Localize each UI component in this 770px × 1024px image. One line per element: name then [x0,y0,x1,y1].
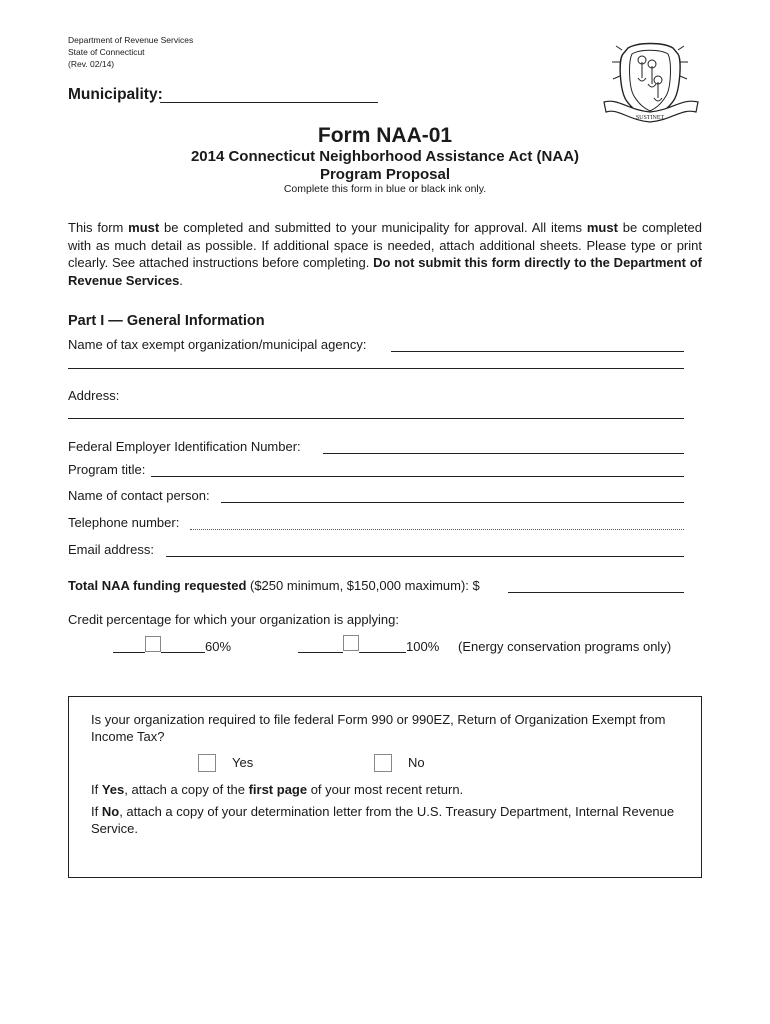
org-name-field-line2[interactable] [68,368,684,369]
credit-100-checkbox[interactable] [343,635,359,651]
no-checkbox[interactable] [374,754,392,772]
if-yes-instruction: If Yes, attach a copy of the first page of your most recent return. [91,782,464,797]
funding-amount-field[interactable] [508,592,684,593]
credit-60-checkbox[interactable] [145,636,161,652]
fein-label: Federal Employer Identification Number: [68,439,301,454]
credit-60-label: 60% [205,639,232,654]
fein-field[interactable] [323,453,684,454]
email-field[interactable] [166,556,684,557]
address-label: Address: [68,388,120,403]
if-no-instruction: If No, attach a copy of your determination letter from the U.S. Treasury Department, Internal Revenue Service. [91,804,675,836]
credit-100-line-right [359,652,406,653]
funding-label: Total NAA funding requested ($250 minimum, $150,000 maximum): $ [68,578,480,593]
municipality-field[interactable] [160,102,378,103]
form-title: Form NAA-01 [317,124,453,147]
credit-percentage-label: Credit percentage for which your organization is applying: [68,612,399,627]
no-label: No [408,755,425,770]
form-990-question: Is your organization required to file federal Form 990 or 990EZ, Return of Organization Exempt from Income Tax? [91,712,666,744]
form-subtitle: 2014 Connecticut Neighborhood Assistance Act (NAA) [190,148,580,165]
credit-100-note: (Energy conservation programs only) [458,639,672,654]
program-title-field[interactable] [151,476,684,477]
email-label: Email address: [68,542,154,557]
org-name-label: Name of tax exempt organization/municipal agency: [68,337,367,352]
telephone-label: Telephone number: [68,515,180,530]
yes-label: Yes [232,755,254,770]
yes-checkbox[interactable] [198,754,216,772]
connecticut-state-seal-icon [598,40,703,128]
state-name: State of Connecticut [68,47,145,57]
credit-100-label: 100% [406,639,440,654]
program-title-label: Program title: [68,462,146,477]
credit-100-line-left [298,652,343,653]
address-field[interactable] [68,418,684,419]
intro-paragraph: This form must be completed and submitted to your municipality for approval. All items must be completed with as much detail as possible. If additional space is needed, attach additional sheets. Please type or print clearly. See attached instructions before completing. Do not submit this form directly to the Department of Revenue Services. [68,220,702,288]
form-subtitle-2: Program Proposal [319,166,451,183]
ink-instruction: Complete this form in blue or black ink only. [283,183,487,195]
part1-heading: Part I — General Information [68,313,265,329]
telephone-field[interactable] [190,529,684,530]
municipality-label: Municipality: [68,86,163,103]
svg-text:SUSTINET: SUSTINET [635,115,665,121]
revision-date: (Rev. 02/14) [68,59,115,69]
department-name: Department of Revenue Services [68,35,194,45]
credit-60-line-left [113,652,145,653]
org-name-field[interactable] [391,351,684,352]
contact-person-label: Name of contact person: [68,488,210,503]
contact-person-field[interactable] [221,502,684,503]
credit-60-line-right [161,652,205,653]
